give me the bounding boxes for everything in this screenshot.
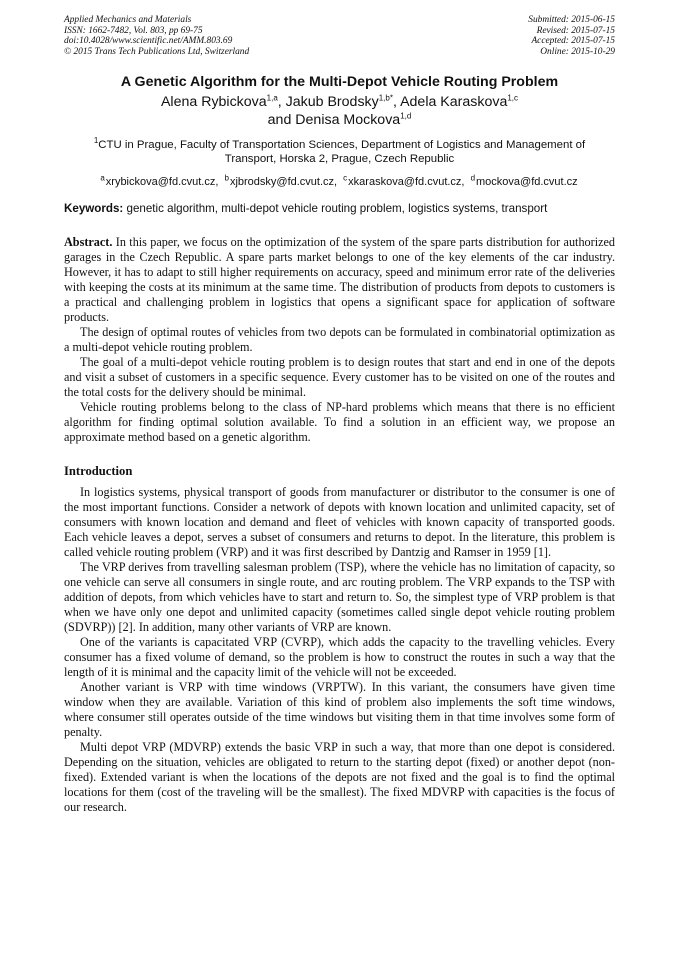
email-link[interactable]: xkaraskova@fd.cvut.cz, [348, 176, 465, 189]
author-affil-mark: 1,d [400, 111, 412, 121]
keywords-text: genetic algorithm, multi-depot vehicle routing problem, logistics systems, transport [126, 202, 548, 216]
publication-header [64, 15, 615, 57]
affiliation [64, 138, 615, 166]
author-join-word: and [267, 112, 292, 129]
abstract-label: Abstract. [64, 235, 113, 250]
introduction-paragraph: In logistics systems, physical transport of goods from manufacturer or distributor to the consumer is one of the most important functions. Consider a network of depots with known location and unlimited capacity, set of consumers with known location and demand and fleet of vehicles with known capacity of transported goods. Each vehicle leaves a depot, serves a subset of consumers and returns to depot. In the literature, this problem is called vehicle routing problem (VRP) and it was first described by Dantzig and Ramser in 1959 [1]. [64, 485, 615, 560]
email-link[interactable]: xrybickova@fd.cvut.cz, [105, 176, 219, 189]
affiliation-line-1: CTU in Prague, Faculty of Transportation Sciences, Department of Logistics and Management of [98, 139, 586, 152]
email-link[interactable]: mockova@fd.cvut.cz [476, 176, 578, 189]
author-line-1 [64, 93, 615, 111]
email-list [64, 173, 615, 189]
introduction-paragraph: The VRP derives from travelling salesman problem (TSP), where the vehicle has no limitation of capacity, so one vehicle can serve all consumers in single route, and arc routing problem. The VRP expands to the TSP with addition of depots, from which vehicles have to start and return to. So, the simplest type of VRP problem is that when we have only one depot and unlimited capacity (sometimes called single depot vehicle routing problem (SDVRP)) [2]. In addition, many other variants of VRP are known. [64, 560, 615, 635]
issn: ISSN: 1662-7482, Vol. 803, pp 69-75 [64, 25, 203, 36]
submitted-date: Submitted: 2015-06-15 [528, 15, 615, 25]
author-name: Alena Rybickova [160, 94, 267, 111]
copyright: © 2015 Trans Tech Publications Ltd, Switzerland [64, 46, 250, 57]
email-entry: $^d$mockova@fd.cvut.cz [470, 173, 578, 189]
affiliation-line-2: Transport, Horska 2, Prague, Czech Republic [224, 153, 455, 166]
introduction-paragraph: Another variant is VRP with time windows (VRPTW). In this variant, the consumers have given time window when they are available. Variation of this kind of problem also implements the soft time windows, where consumer still operates outside of the time windows but visiting them in that time involves some form of penalty. [64, 680, 615, 740]
section-heading-introduction: Introduction [64, 464, 133, 479]
keywords-label: Keywords: [64, 202, 124, 216]
author-line-2 [64, 111, 615, 129]
email-entry: $^b$xjbrodsky@fd.cvut.cz, [224, 173, 338, 189]
email-entry: $^a$xrybickova@fd.cvut.cz, [100, 173, 219, 189]
abstract-section [64, 235, 615, 445]
doi: doi:10.4028/www.scientific.net/AMM.803.69 [64, 36, 233, 47]
journal-name: Applied Mechanics and Materials [64, 15, 192, 25]
author-affil-mark: 1,c [507, 93, 519, 103]
abstract-paragraph: Abstract. In this paper, we focus on the optimization of the system of the spare parts distribution for authorized garages in the Czech Republic. A spare parts market belongs to one of the key elements of the car industry. However, it has to adapt to still higher requirements on accuracy, speed and minimum error rate of the deliveries with keeping the costs at its minimum at the same time. The distribution of products from depots to customers is a practical and challenging problem in logistics that opens a significant space for application of software products. [64, 235, 615, 325]
author-name: Adela Karaskova [400, 94, 508, 111]
author-affil-mark: 1,b* [378, 93, 393, 103]
email-entry: $^c$xkaraskova@fd.cvut.cz, [343, 173, 465, 189]
author-separator: , [392, 94, 401, 111]
abstract-paragraph: The goal of a multi-depot vehicle routing problem is to design routes that start and end in one of the depots and visit a subset of customers in a specific sequence. Every customer has to be visited on one of the routes and the total costs for the delivery should be minimal. [64, 355, 615, 400]
author-name: Denisa Mockova [295, 112, 401, 129]
affiliation-mark: 1 [93, 136, 99, 146]
publication-info [64, 15, 249, 57]
revised-date: Revised: 2015-07-15 [536, 25, 615, 36]
author-affil-mark: 1,a [266, 93, 278, 103]
email-link[interactable]: xjbrodsky@fd.cvut.cz, [229, 176, 338, 189]
abstract-paragraph: The design of optimal routes of vehicles from two depots can be formulated in combinatorial optimization as a multi-depot vehicle routing problem. [64, 325, 615, 355]
online-date: Online: 2015-10-29 [540, 46, 615, 57]
paper-title: A Genetic Algorithm for the Multi-Depot Vehicle Routing Problem [120, 74, 559, 91]
accepted-date: Accepted: 2015-07-15 [531, 36, 615, 47]
author-name: Jakub Brodsky [285, 94, 379, 111]
author-separator: , [277, 94, 286, 111]
paper-body [64, 235, 615, 815]
author-list [64, 93, 615, 129]
paper-page [64, 15, 615, 815]
keywords [64, 202, 615, 215]
abstract-paragraph: Vehicle routing problems belong to the class of NP-hard problems which means that there is no efficient algorithm for finding optimal solution available. To find a solution in an efficient way, we propose an approximate method based on a genetic algorithm. [64, 400, 615, 445]
publication-dates [528, 15, 615, 57]
introduction-paragraph: Multi depot VRP (MDVRP) extends the basic VRP in such a way, that more than one depot is considered. Depending on the situation, vehicles are obligated to return to the starting depot (fixed) or another depot (non-fixed). Extended variant is when the locations of the depots are not fixed and the goal is to find the optimal locations for them (cost of the traveling will be the smallest). The fixed MDVRP with capacities is the focus of our research. [64, 740, 615, 815]
introduction-paragraph: One of the variants is capacitated VRP (CVRP), which adds the capacity to the travelling vehicles. Every consumer has a fixed volume of demand, so the problem is how to construct the routes in such a way that the length of it is minimal and the capacity limit of the vehicle will not be exceeded. [64, 635, 615, 680]
